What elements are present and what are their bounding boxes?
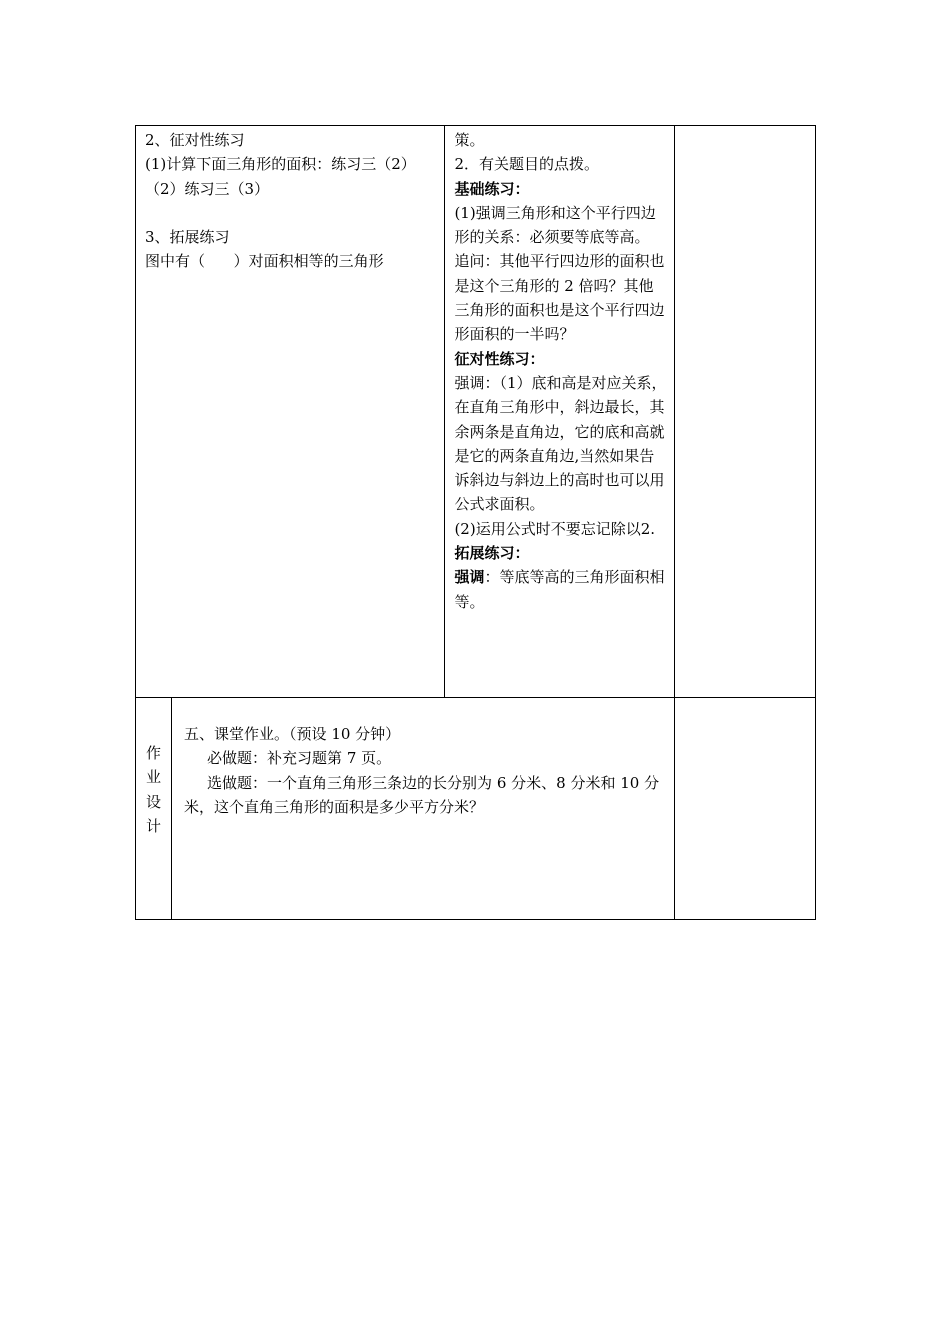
targeted-practice-note-2: (2)运用公式时不要忘记除以2. — [454, 519, 656, 538]
homework-row — [136, 698, 816, 920]
follow-up-question: 追问：其他平行四边形的面积也是这个三角形的 2 倍吗？其他三角形的面积也是这个平行四边形面积的一半吗？ — [454, 252, 665, 344]
extension-practice-note — [454, 565, 667, 614]
extension-practice-question: 图中有（ ）对面积相等的三角形 — [145, 252, 384, 271]
homework-design-label-cell — [136, 698, 172, 920]
targeted-practice-note-1: 强调：（1）底和高是对应关系，在直角三角形中，斜边最长，其余两条是直角边，它的底和高就是它的两条直角边,当然如果告诉斜边与斜边上的高时也可以用公式求面积。 — [454, 373, 667, 514]
label-char-2: 业 — [146, 768, 162, 787]
emphasis-label: 强调 — [454, 568, 485, 587]
practice-row — [136, 126, 816, 698]
lesson-plan-table — [135, 125, 816, 920]
label-char-3: 设 — [146, 792, 162, 811]
optional-homework: 选做题：一个直角三角形三条边的长分别为 6 分米、8 分米和 10 分米，这个直角三角形的面积是多少平方分米？ — [184, 773, 660, 816]
targeted-practice-item-1: (1)计算下面三角形的面积：练习三（2） — [145, 155, 416, 174]
notes-line-strategy: 策。 — [454, 131, 485, 149]
extension-practice-note-heading: 拓展练习： — [454, 544, 530, 563]
spacer — [145, 201, 440, 225]
targeted-practice-item-2: （2）练习三（3） — [145, 179, 270, 198]
extension-practice-heading: 3、拓展练习 — [145, 228, 230, 247]
homework-content-cell — [172, 698, 675, 920]
practice-content-cell — [136, 126, 445, 698]
required-homework: 必做题：补充习题第 7 页。 — [207, 749, 392, 768]
label-char-4: 计 — [146, 816, 162, 835]
homework-heading: 五、课堂作业。（预设 10 分钟） — [184, 725, 401, 743]
notes-line-hints: 2．有关题目的点拨。 — [454, 155, 599, 174]
emphasis-text: ：等底等高的三角形面积相等。 — [454, 568, 665, 611]
targeted-practice-note-heading: 征对性练习： — [454, 349, 545, 368]
basic-practice-heading: 基础练习： — [454, 179, 530, 198]
remarks-cell-1 — [674, 126, 815, 698]
teaching-notes-cell — [445, 126, 674, 698]
remarks-cell-2 — [674, 698, 815, 920]
label-char-1: 作 — [146, 744, 162, 762]
basic-practice-note: (1)强调三角形和这个平行四边形的关系：必须要等底等高。 — [454, 203, 656, 247]
targeted-practice-heading: 2、征对性练习 — [145, 131, 245, 149]
